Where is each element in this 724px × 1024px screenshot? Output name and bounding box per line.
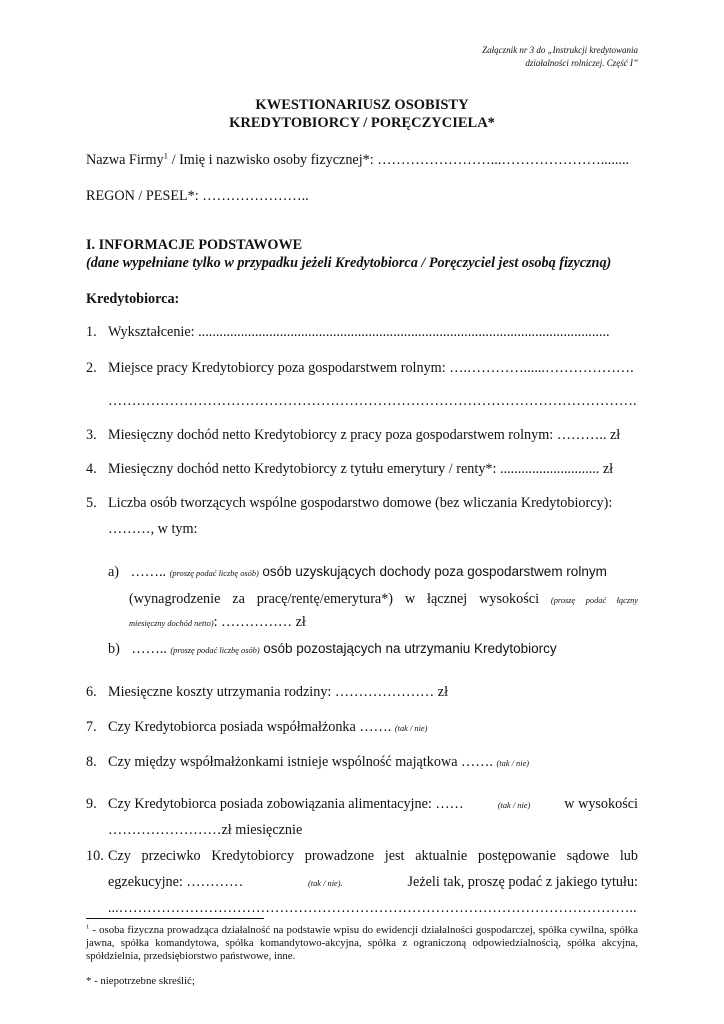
question-10-reason-field[interactable]: ...……………………………………………………………………………………………….. [108,900,637,916]
question-text: Czy między współmałżonkami istnieje wspólność majątkowa ……. [108,754,493,770]
hint-number-of-persons: (proszę podać liczbę osób) [169,569,259,578]
question-9-alimony[interactable] [86,796,638,813]
question-1-education[interactable] [86,324,610,341]
question-text: Miejsce pracy Kredytobiorcy poza gospodarstwem rolnym: ….…………......………………. [108,360,634,376]
hint-total-income: (proszę podać łączny [550,596,638,605]
question-number: 6. [86,684,97,700]
sub-item-text-cont: (wynagrodzenie za pracę/rentę/emerytura*) w łącznej wysokości [129,591,540,607]
question-number: 5. [86,495,97,511]
hint-yes-no: (tak / nie) [497,801,531,810]
hint-monthly-net-income: miesięczny dochód netto) [129,619,214,628]
hint-number-of-persons: (proszę podać liczbę osób) [170,646,260,655]
question-text: Czy Kredytobiorca posiada zobowiązania alimentacyjne: …… [108,796,464,812]
question-number: 4. [86,461,97,477]
footnote-1 [86,924,638,963]
footnote-asterisk: * - niepotrzebne skreślić; [86,975,195,987]
section-1-subheading: (dane wypełniane tylko w przypadku jeżeli Kredytobiorca / Poręczyciel jest osobą fizyczną) [86,255,612,271]
regon-pesel-field[interactable]: REGON / PESEL*: ………………….. [86,188,309,204]
footnote-1-marker: 1 [86,923,90,931]
title-line1: KWESTIONARIUSZ OSOBISTY [255,97,469,113]
question-6-family-costs[interactable] [86,684,448,701]
question-text-cont: w wysokości [564,796,638,812]
attachment-note [482,44,638,70]
hint-yes-no: (tak / nie). [308,879,343,888]
question-number: 9. [86,796,97,812]
question-5a-earners[interactable] [108,564,607,581]
question-5a-amount[interactable] [129,614,306,631]
section-1-heading: I. INFORMACJE PODSTAWOWE [86,237,303,253]
question-number: 8. [86,754,97,770]
sub-item-label: a) [108,564,120,580]
question-5-household-size[interactable] [86,495,612,512]
question-text-cont: Jeżeli tak, proszę podać z jakiego tytułu: [407,874,638,890]
document-title [0,96,724,132]
question-4-pension-income[interactable] [86,461,613,478]
question-text: Miesięczny dochód netto Kredytobiorcy z pracy poza gospodarstwem rolnym: ……….. zł [108,427,621,443]
footnote-ref-1: 1 [163,150,169,161]
question-8-joint-property[interactable] [86,754,529,771]
question-5a-income-line[interactable] [129,591,638,608]
question-10-court-proceedings[interactable] [86,848,638,865]
person-name-label: / Imię i nazwisko osoby fizycznej*: ……………………...…………………........ [168,152,630,168]
sub-item-text: osób pozostających na utrzymaniu Kredytobiorcy [263,641,557,656]
footnote-1-text: - osoba fizyczna prowadząca działalność na podstawie wpisu do ewidencji działalności gospodarczej, spółka cywilna, spółka jawna, spółka komandytowa, spółka komandytowo-akcyjna, spółka z ograniczoną odpowiedzialnością, spółka akcyjna, spółdzielnia, przedsiębiorstwo państwowe, inne. [86,924,638,962]
count-dots: …….. [131,641,167,657]
enforcement-dots: egzekucyjne: ………… [108,874,244,890]
question-2-workplace[interactable] [86,360,634,377]
borrower-label: Kredytobiorca: [86,291,180,307]
hint-yes-no: (tak / nie) [394,724,428,733]
question-text: Czy Kredytobiorca posiada współmałżonka ……. [108,719,392,735]
question-5b-dependents[interactable] [108,641,557,658]
attachment-note-line1: Załącznik nr 3 do „Instrukcji kredytowania [482,45,638,55]
title-line2: KREDYTOBIORCY / PORĘCZYCIELA* [229,115,495,131]
firm-name-label: Nazwa Firmy [86,152,164,168]
question-number: 3. [86,427,97,443]
question-text: Wykształcenie: .................................................................................................................... [108,324,610,340]
question-3-net-income-work[interactable] [86,427,620,444]
question-9-amount-field[interactable]: ……………………zł miesięcznie [108,822,303,838]
question-number: 2. [86,360,97,376]
question-number: 7. [86,719,97,735]
firm-name-field[interactable] [86,152,629,169]
question-5-count-field[interactable]: ………, w tym: [108,521,198,537]
question-text: Miesięczne koszty utrzymania rodziny: ………………… zł [108,684,449,700]
question-number: 10. [86,848,104,864]
question-number: 1. [86,324,97,340]
sub-item-text: osób uzyskujących dochody poza gospodarstwem rolnym [262,564,607,579]
count-dots: …….. [130,564,167,580]
question-text: Liczba osób tworzących wspólne gospodarstwo domowe (bez wliczania Kredytobiorcy): [108,495,613,511]
footnote-separator [86,918,264,919]
question-7-spouse[interactable] [86,719,427,736]
question-10-enforcement-line[interactable] [108,874,638,891]
hint-yes-no: (tak / nie) [496,759,530,768]
question-text: Miesięczny dochód netto Kredytobiorcy z tytułu emerytury / renty*: ............................ zł [108,461,614,477]
question-2-workplace-line2[interactable]: …………………………………………………………………………………………………. [108,393,637,409]
question-text: Czy przeciwko Kredytobiorcy prowadzone jest aktualnie postępowanie sądowe lub [108,848,638,864]
sub-item-label: b) [108,641,120,657]
attachment-note-line2: działalności rolniczej. Część I” [525,58,638,68]
amount-field: : …………… zł [213,614,306,630]
